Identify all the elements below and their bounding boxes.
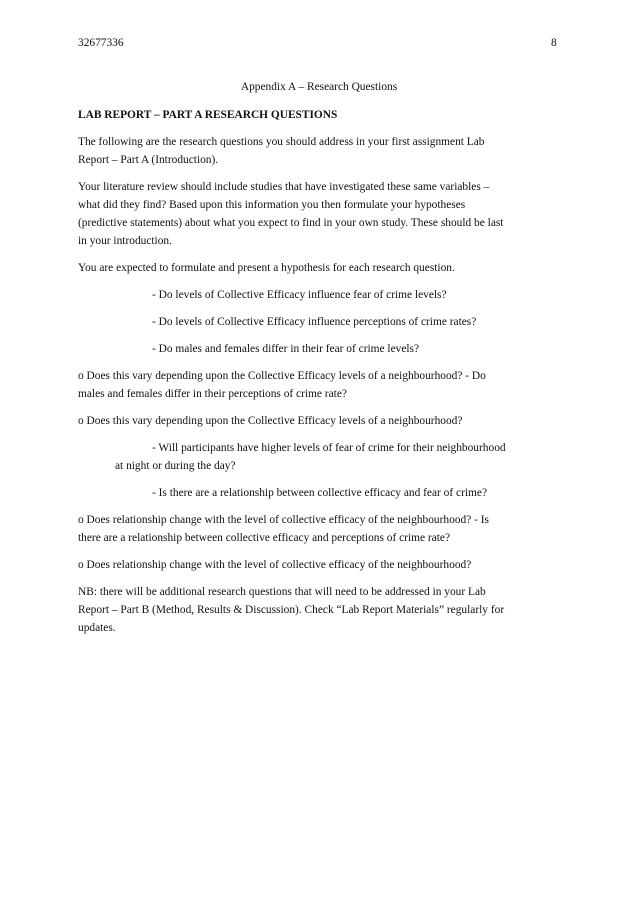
sub-question-3-line-2: there are a relationship between collective efficacy and perceptions of crime rate? — [78, 532, 451, 544]
literature-line-4: in your introduction. — [78, 235, 172, 247]
nb-line-2: Report – Part B (Method, Results & Discussion). Check “Lab Report Materials” regularly for — [78, 604, 505, 616]
literature-line-1: Your literature review should include studies that have investigated these same variables – — [78, 181, 490, 193]
sub-question-3-line-1: o Does relationship change with the level of collective efficacy of the neighbourhood? - Is — [78, 514, 489, 526]
question-4-line-2: at night or during the day? — [115, 460, 236, 472]
literature-line-3: (predictive statements) about what you expect to find in your own study. These should be last — [78, 217, 504, 229]
literature-line-2: what did they find? Based upon this information you then formulate your hypotheses — [78, 199, 466, 211]
appendix-title: Appendix A – Research Questions — [240, 81, 398, 93]
question-3: - Do males and females differ in their fear of crime levels? — [152, 343, 420, 355]
sub-question-2: o Does this vary depending upon the Collective Efficacy levels of a neighbourhood? — [78, 415, 463, 427]
sub-question-1-line-1: o Does this vary depending upon the Collective Efficacy levels of a neighbourhood? - Do — [78, 370, 486, 382]
page-number: 8 — [551, 37, 557, 49]
nb-line-1: NB: there will be additional research questions that will need to be addressed in your Lab — [78, 586, 486, 598]
sub-question-4: o Does relationship change with the level of collective efficacy of the neighbourhood? — [78, 559, 472, 571]
sub-question-1-line-2: males and females differ in their perceptions of crime rate? — [78, 388, 347, 400]
nb-line-3: updates. — [78, 622, 116, 634]
hypothesis-note: You are expected to formulate and present a hypothesis for each research question. — [78, 262, 455, 274]
question-4-line-1: - Will participants have higher levels of fear of crime for their neighbourhood — [152, 442, 506, 454]
question-2: - Do levels of Collective Efficacy influence perceptions of crime rates? — [152, 316, 477, 328]
intro-line-1: The following are the research questions you should address in your first assignment Lab — [78, 136, 485, 148]
question-1: - Do levels of Collective Efficacy influence fear of crime levels? — [152, 289, 447, 301]
intro-line-2: Report – Part A (Introduction). — [78, 154, 219, 166]
question-5: - Is there are a relationship between collective efficacy and fear of crime? — [152, 487, 487, 499]
section-heading: LAB REPORT – PART A RESEARCH QUESTIONS — [78, 109, 338, 121]
document-id: 32677336 — [78, 37, 124, 49]
